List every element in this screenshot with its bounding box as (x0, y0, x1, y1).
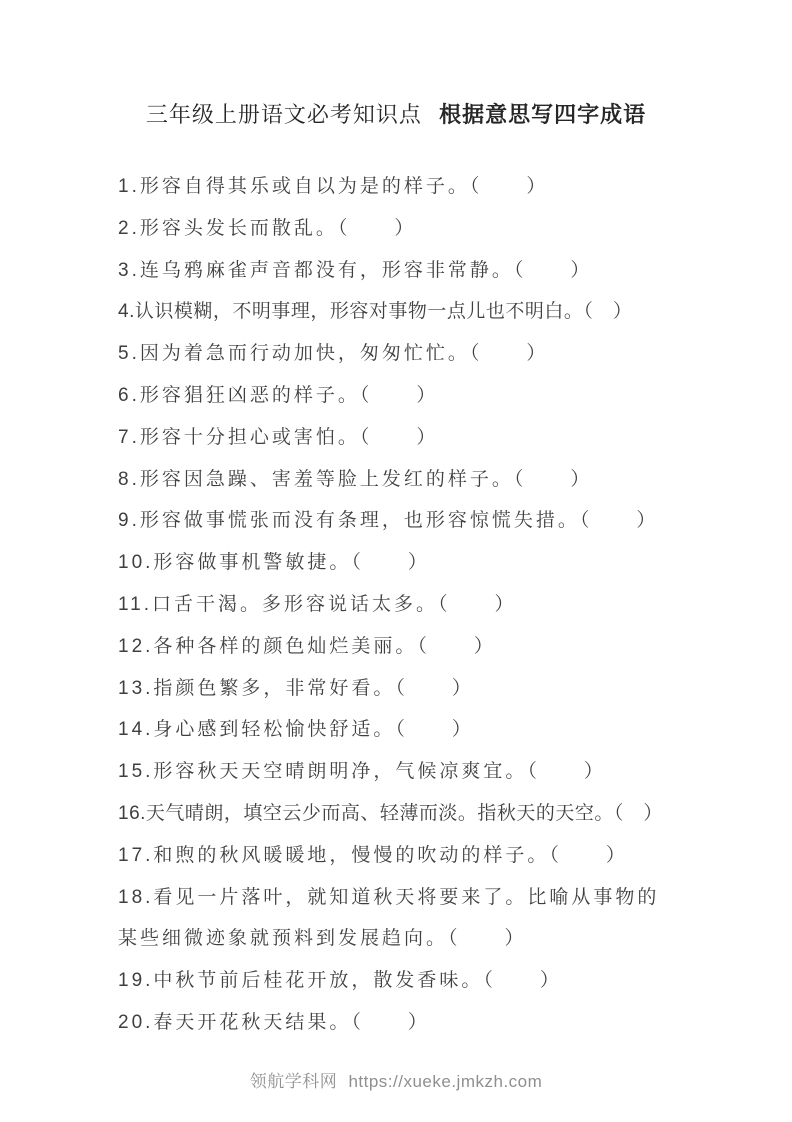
footer-site-name: 领航学科网 (249, 1072, 338, 1091)
page-title (0, 0, 792, 130)
question-item: 4.认识模糊，不明事理，形容对事物一点儿也不明白。（ ） (118, 301, 633, 323)
question-item: 20.春天开花秋天结果。（ ） (118, 1011, 430, 1033)
page-title-task: 根据意思写四字成语 (439, 102, 647, 127)
question-item: 16.天气晴朗，填空云少而高、轻薄而淡。指秋天的天空。（ ） (118, 802, 663, 824)
page-title-topic: 三年级上册语文必考知识点 (145, 102, 422, 127)
question-item: 6.形容猖狂凶恶的样子。（ ） (118, 384, 439, 406)
question-item: 10.形容做事机警敏捷。（ ） (118, 552, 430, 574)
page-footer (0, 1067, 792, 1092)
question-item: 15.形容秋天天空晴朗明净，气候凉爽宜。（ ） (118, 761, 606, 783)
question-item: 8.形容因急躁、害羞等脸上发红的样子。（ ） (118, 468, 593, 490)
question-item: 11.口舌干渴。多形容说话太多。（ ） (118, 593, 517, 615)
question-item: 14.身心感到轻松愉快舒适。（ ） (118, 719, 474, 741)
question-item: 3.连乌鸦麻雀声音都没有，形容非常静。（ ） (118, 259, 593, 281)
footer-site-url[interactable]: https://xueke.jmkzh.com (348, 1072, 543, 1091)
question-item: 19.中秋节前后桂花开放，散发香味。（ ） (118, 970, 562, 992)
question-list (118, 166, 680, 1044)
question-item: 9.形容做事慌张而没有条理，也形容惊慌失措。（ ） (118, 510, 659, 532)
question-item: 7.形容十分担心或害怕。（ ） (118, 426, 439, 448)
question-item: 17.和煦的秋风暖暖地，慢慢的吹动的样子。（ ） (118, 844, 628, 866)
question-item: 1.形容自得其乐或自以为是的样子。（ ） (118, 176, 549, 197)
question-item: 5.因为着急而行动加快，匆匆忙忙。（ ） (118, 343, 549, 365)
question-item: 18.看见一片落叶，就知道秋天将要来了。比喻从事物的某些细微迹象就预料到发展趋向。（ ） (118, 886, 660, 950)
question-item: 13.指颜色繁多，非常好看。（ ） (118, 677, 474, 699)
question-item: 12.各种各样的颜色灿烂美丽。（ ） (118, 635, 496, 657)
question-item: 2.形容头发长而散乱。（ ） (118, 217, 417, 239)
